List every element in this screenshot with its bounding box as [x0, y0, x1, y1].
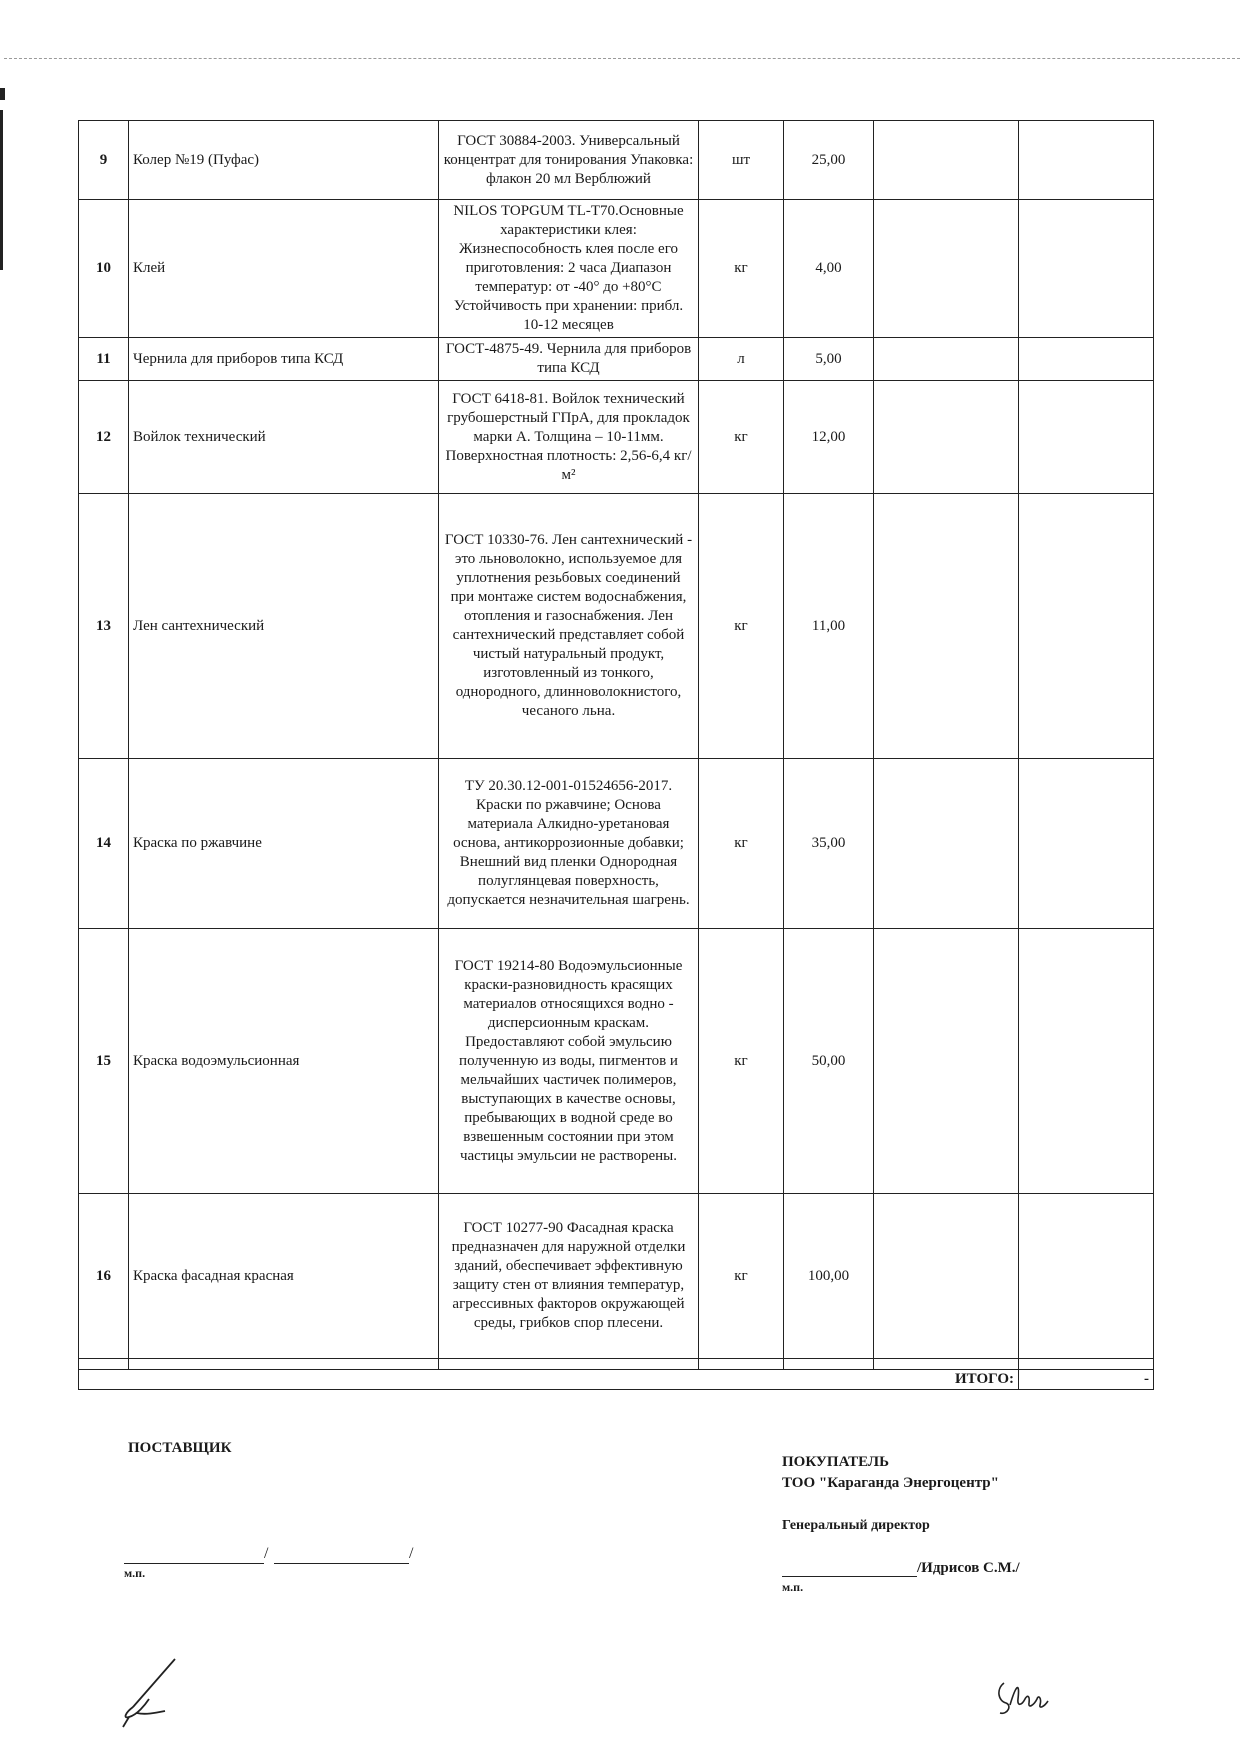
item-unit: кг	[699, 494, 784, 759]
item-name: Краска водоэмульсионная	[129, 929, 439, 1194]
item-quantity: 25,00	[784, 121, 874, 200]
item-description: ГОСТ 10277-90 Фасадная краска предназначен для наружной отделки зданий, обеспечивает эффективную защиту стен от влияния температур, агрессивных факторов окружающей среды, грибков спор плесени.	[439, 1194, 699, 1359]
row-number: 12	[79, 381, 129, 494]
item-quantity: 50,00	[784, 929, 874, 1194]
item-sum-cell	[1019, 494, 1154, 759]
item-unit: шт	[699, 121, 784, 200]
item-sum-cell	[1019, 338, 1154, 381]
item-description: ГОСТ 6418-81. Войлок технический грубошерстный ГПрА, для прокладок марки А. Толщина – 10-11мм. Поверхностная плотность: 2,56-6,4 кг/м²	[439, 381, 699, 494]
item-price-cell	[874, 381, 1019, 494]
item-price-cell	[874, 338, 1019, 381]
supplier-title: ПОСТАВЩИК	[128, 1440, 232, 1456]
total-label: ИТОГО:	[874, 1370, 1019, 1390]
item-description: ГОСТ-4875-49. Чернила для приборов типа КСД	[439, 338, 699, 381]
buyer-handwritten-signature	[992, 1675, 1052, 1720]
supplier-slash-2: /	[409, 1545, 414, 1562]
item-quantity: 5,00	[784, 338, 874, 381]
buyer-signatory-name: /Идрисов С.М./	[917, 1560, 1020, 1576]
table-row	[79, 929, 1154, 1194]
item-description: ГОСТ 10330-76. Лен сантехнический - это льноволокно, используемое для уплотнения резьбовых соединений при монтаже систем водоснабжения, отопления и газоснабжения. Лен сантехнический представляет собой чистый натуральный продукт, изготовленный из тонкого, однородного, длинноволокнистого, чесаного льна.	[439, 494, 699, 759]
item-description: ГОСТ 19214-80 Водоэмульсионные краски-разновидность красящих материалов относящихся водно - дисперсионным краскам. Предоставляют собой эмульсию полученную из воды, пигментов и мельчайших частичек полимеров, выступающих в качестве основы, пребывающих в водной среде во взвешенным состоянии при этом частицы эмульсии не растворены.	[439, 929, 699, 1194]
item-unit: кг	[699, 200, 784, 338]
item-price-cell	[874, 121, 1019, 200]
supplier-signature-line	[124, 1563, 264, 1564]
buyer-signature-line	[782, 1576, 917, 1577]
item-name: Колер №19 (Пуфас)	[129, 121, 439, 200]
total-value: -	[1019, 1370, 1154, 1390]
scan-edge-mark	[0, 88, 5, 100]
item-sum-cell	[1019, 121, 1154, 200]
buyer-title: ПОКУПАТЕЛЬ	[782, 1454, 890, 1470]
supplier-handwritten-signature	[115, 1655, 195, 1730]
item-name: Чернила для приборов типа КСД	[129, 338, 439, 381]
item-quantity: 35,00	[784, 759, 874, 929]
item-sum-cell	[1019, 929, 1154, 1194]
scan-edge-mark	[0, 110, 3, 270]
item-sum-cell	[1019, 200, 1154, 338]
table-row	[79, 200, 1154, 338]
supplier-name-line	[274, 1563, 409, 1564]
item-unit: л	[699, 338, 784, 381]
item-sum-cell	[1019, 381, 1154, 494]
item-name: Краска фасадная красная	[129, 1194, 439, 1359]
table-row-blank	[79, 1359, 1154, 1370]
row-number: 15	[79, 929, 129, 1194]
table-row	[79, 759, 1154, 929]
item-quantity: 4,00	[784, 200, 874, 338]
row-number: 13	[79, 494, 129, 759]
supplier-stamp-place: м.п.	[124, 1566, 146, 1580]
item-unit: кг	[699, 929, 784, 1194]
item-quantity: 12,00	[784, 381, 874, 494]
item-unit: кг	[699, 759, 784, 929]
row-number: 9	[79, 121, 129, 200]
item-quantity: 100,00	[784, 1194, 874, 1359]
item-quantity: 11,00	[784, 494, 874, 759]
item-name: Клей	[129, 200, 439, 338]
item-unit: кг	[699, 381, 784, 494]
item-description: ТУ 20.30.12-001-01524656-2017. Краски по ржавчине; Основа материала Алкидно-уретановая основа, антикоррозионные добавки; Внешний вид пленки Однородная полуглянцевая поверхность, допускается незначительная шагрень.	[439, 759, 699, 929]
buyer-stamp-place: м.п.	[782, 1580, 804, 1594]
item-sum-cell	[1019, 759, 1154, 929]
buyer-organization: ТОО "Караганда Энергоцентр"	[782, 1475, 999, 1491]
table-row	[79, 494, 1154, 759]
item-price-cell	[874, 759, 1019, 929]
row-number: 14	[79, 759, 129, 929]
item-unit: кг	[699, 1194, 784, 1359]
item-price-cell	[874, 200, 1019, 338]
buyer-position: Генеральный директор	[782, 1518, 930, 1533]
row-number: 10	[79, 200, 129, 338]
item-price-cell	[874, 929, 1019, 1194]
item-name: Краска по ржавчине	[129, 759, 439, 929]
item-description: NILOS TOPGUM TL-T70.Основные характеристики клея: Жизнеспособность клея после его приготовления: 2 часа Диапазон температур: от -40° до +80°С Устойчивость при хранении: прибл. 10-12 месяцев	[439, 200, 699, 338]
table-row	[79, 338, 1154, 381]
total-row	[79, 1370, 1154, 1390]
item-name: Лен сантехнический	[129, 494, 439, 759]
item-description: ГОСТ 30884-2003. Универсальный концентрат для тонирования Упаковка: флакон 20 мл Верблюжий	[439, 121, 699, 200]
scan-header-dashes	[4, 58, 1240, 59]
specification-table	[78, 120, 1154, 1390]
row-number: 16	[79, 1194, 129, 1359]
item-name: Войлок технический	[129, 381, 439, 494]
row-number: 11	[79, 338, 129, 381]
item-price-cell	[874, 1194, 1019, 1359]
table-row	[79, 121, 1154, 200]
table-row	[79, 1194, 1154, 1359]
item-price-cell	[874, 494, 1019, 759]
supplier-slash-1: /	[264, 1545, 269, 1562]
item-sum-cell	[1019, 1194, 1154, 1359]
table-row	[79, 381, 1154, 494]
